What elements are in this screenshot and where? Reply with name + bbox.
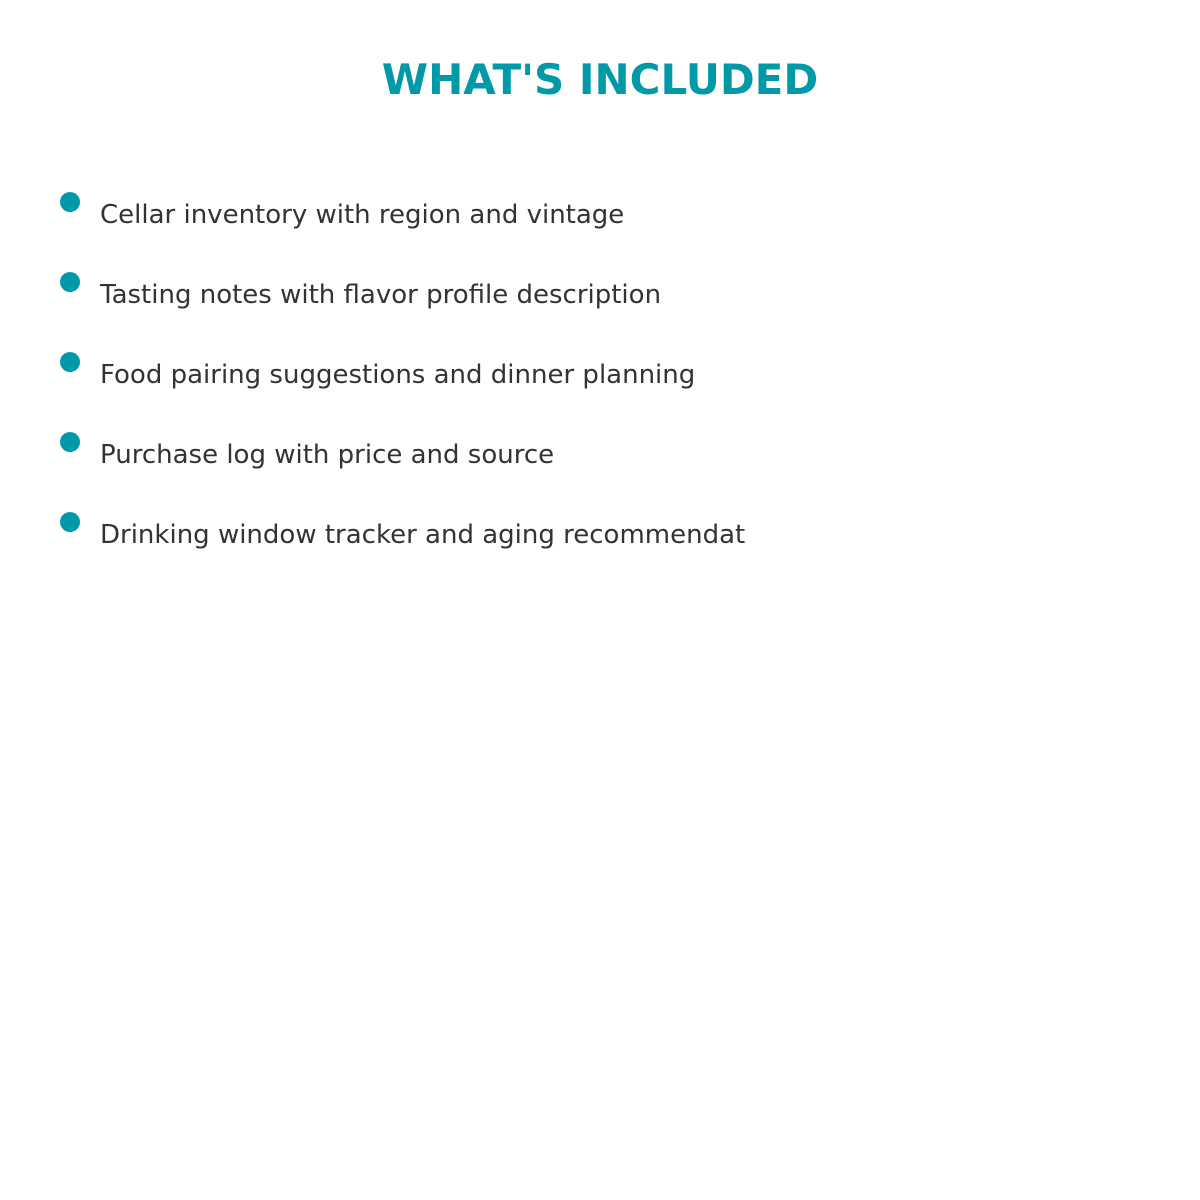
feature-label: Purchase log with price and source [100,440,555,470]
bullet-dot-icon [60,272,80,292]
feature-label: Cellar inventory with region and vintage [100,200,625,230]
list-item [0,192,1200,252]
page-title: WHAT'S INCLUDED [381,55,819,104]
feature-label: Drinking window tracker and aging recommendat [100,520,746,550]
list-item [0,432,1200,492]
bullet-dot-icon [60,192,80,212]
feature-label: Tasting notes with flavor profile description [100,280,662,310]
list-item [0,352,1200,412]
feature-label: Food pairing suggestions and dinner planning [100,360,696,390]
bullet-dot-icon [60,352,80,372]
bullet-dot-icon [60,512,80,532]
list-item [0,272,1200,332]
list-item [0,512,1200,572]
bullet-dot-icon [60,432,80,452]
